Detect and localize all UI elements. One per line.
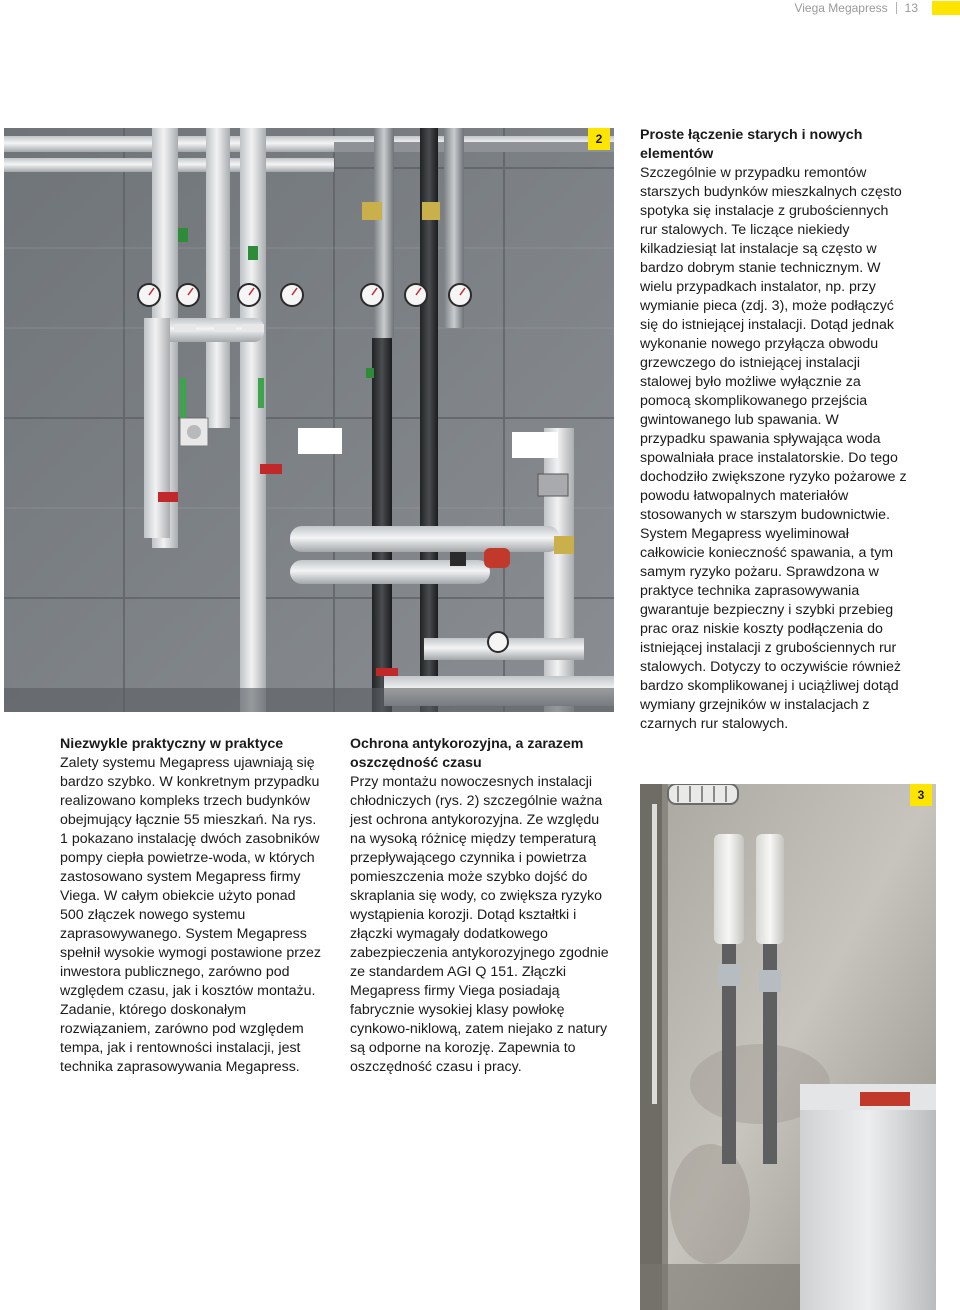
page-number: 13	[904, 1, 918, 15]
column-1-heading: Niezwykle praktyczny w praktyce	[60, 736, 284, 752]
figure-3-photo	[640, 784, 936, 1310]
text-column-3	[640, 126, 908, 734]
pipe-installation-illustration	[4, 128, 614, 712]
page-header	[794, 0, 960, 16]
header-accent-block	[932, 1, 960, 15]
text-column-2	[350, 735, 612, 1077]
figure-3-badge: 3	[910, 784, 932, 806]
figure-2-badge: 2	[588, 128, 610, 150]
column-3-body: Szczególnie w przypadku remontów starszych budynków mieszkalnych często spotyka się instalacje z grubościennych rur stalowych. Te liczące niekiedy kilkadziesiąt lat instalacje są często w bardzo dobrym stanie technicznym. W wielu przypadkach instalator, np. przy wymianie pieca (zdj. 3), może podłączyć się do istniejącej instalacji. Dotąd jednak wykonanie nowego przyłącza obwodu grzewczego do istniejącej instalacji stalowej było możliwe wyłącznie za pomocą skomplikowanego przejścia gwintowanego lub spawania. W przypadku spawania spływająca woda spowalniała prace instalatorskie. Do tego dochodziło zwiększone ryzyko pożarowe z powodu łatwopalnych materiałów stosowanych w starszym budownictwie. System Megapress wyeliminował całkowicie konieczność spawania, a tym samym ryzyko pożaru. Sprawdzona w praktyce technika zaprasowywania gwarantuje bezpieczny i szybki przebieg prac oraz niskie koszty podłączenia do istniejącej instalacji z grubościennych rur stalowych. Dotyczy to oczywiście również bardzo skomplikowanej i uciążliwej dotąd wymiany grzejników w instalacjach z czarnych rur stalowych.	[640, 165, 907, 732]
column-3-heading: Proste łączenie starych i nowych elementów	[640, 127, 863, 162]
column-2-body: Przy montażu nowoczesnych instalacji chłodniczych (rys. 2) szczególnie ważna jest ochrona antykorozyjna. Ze względu na wysoką różnicę między temperaturą przepływającego czynnika i powietrza pomieszczenia może szybko dojść do skraplania się wody, co zwiększa ryzyko wystąpienia korozji. Dotąd kształtki i złączki wymagały dodatkowego zabezpieczenia antykorozyjnego zgodnie ze standardem AGI Q 151. Złączki Megapress firmy Viega posiadają fabrycznie wysokiej klasy powłokę cynkowo-niklową, zatem niejako z natury są odporne na korozję. Zapewnia to oszczędność czasu i pracy.	[350, 774, 609, 1075]
header-divider	[896, 2, 897, 14]
column-1-body: Zalety systemu Megapress ujawniają się bardzo szybko. W konkretnym przypadku realizowano kompleks trzech budynków obejmujący łącznie 55 mieszkań. Na rys. 1 pokazano instalację dwóch zasobników pompy ciepła powietrze-woda, w których zastosowano system Megapress firmy Viega. W całym obiekcie użyto ponad 500 złączek nowego systemu zaprasowywanego. System Megapress spełnił wysokie wymogi postawione przez inwestora publicznego, zarówno pod względem czasu, jak i kosztów montażu. Zadanie, którego doskonałym rozwiązaniem, zarówno pod względem tempa, jak i rentowności instalacji, jest technika zaprasowywania Megapress.	[60, 755, 322, 1075]
figure-2-photo	[4, 128, 614, 712]
column-2-heading: Ochrona antykorozyjna, a zarazem oszczędność czasu	[350, 736, 584, 771]
header-brand: Viega Megapress	[794, 1, 888, 15]
text-column-1	[60, 735, 322, 1077]
boiler-room-illustration	[640, 784, 936, 1310]
